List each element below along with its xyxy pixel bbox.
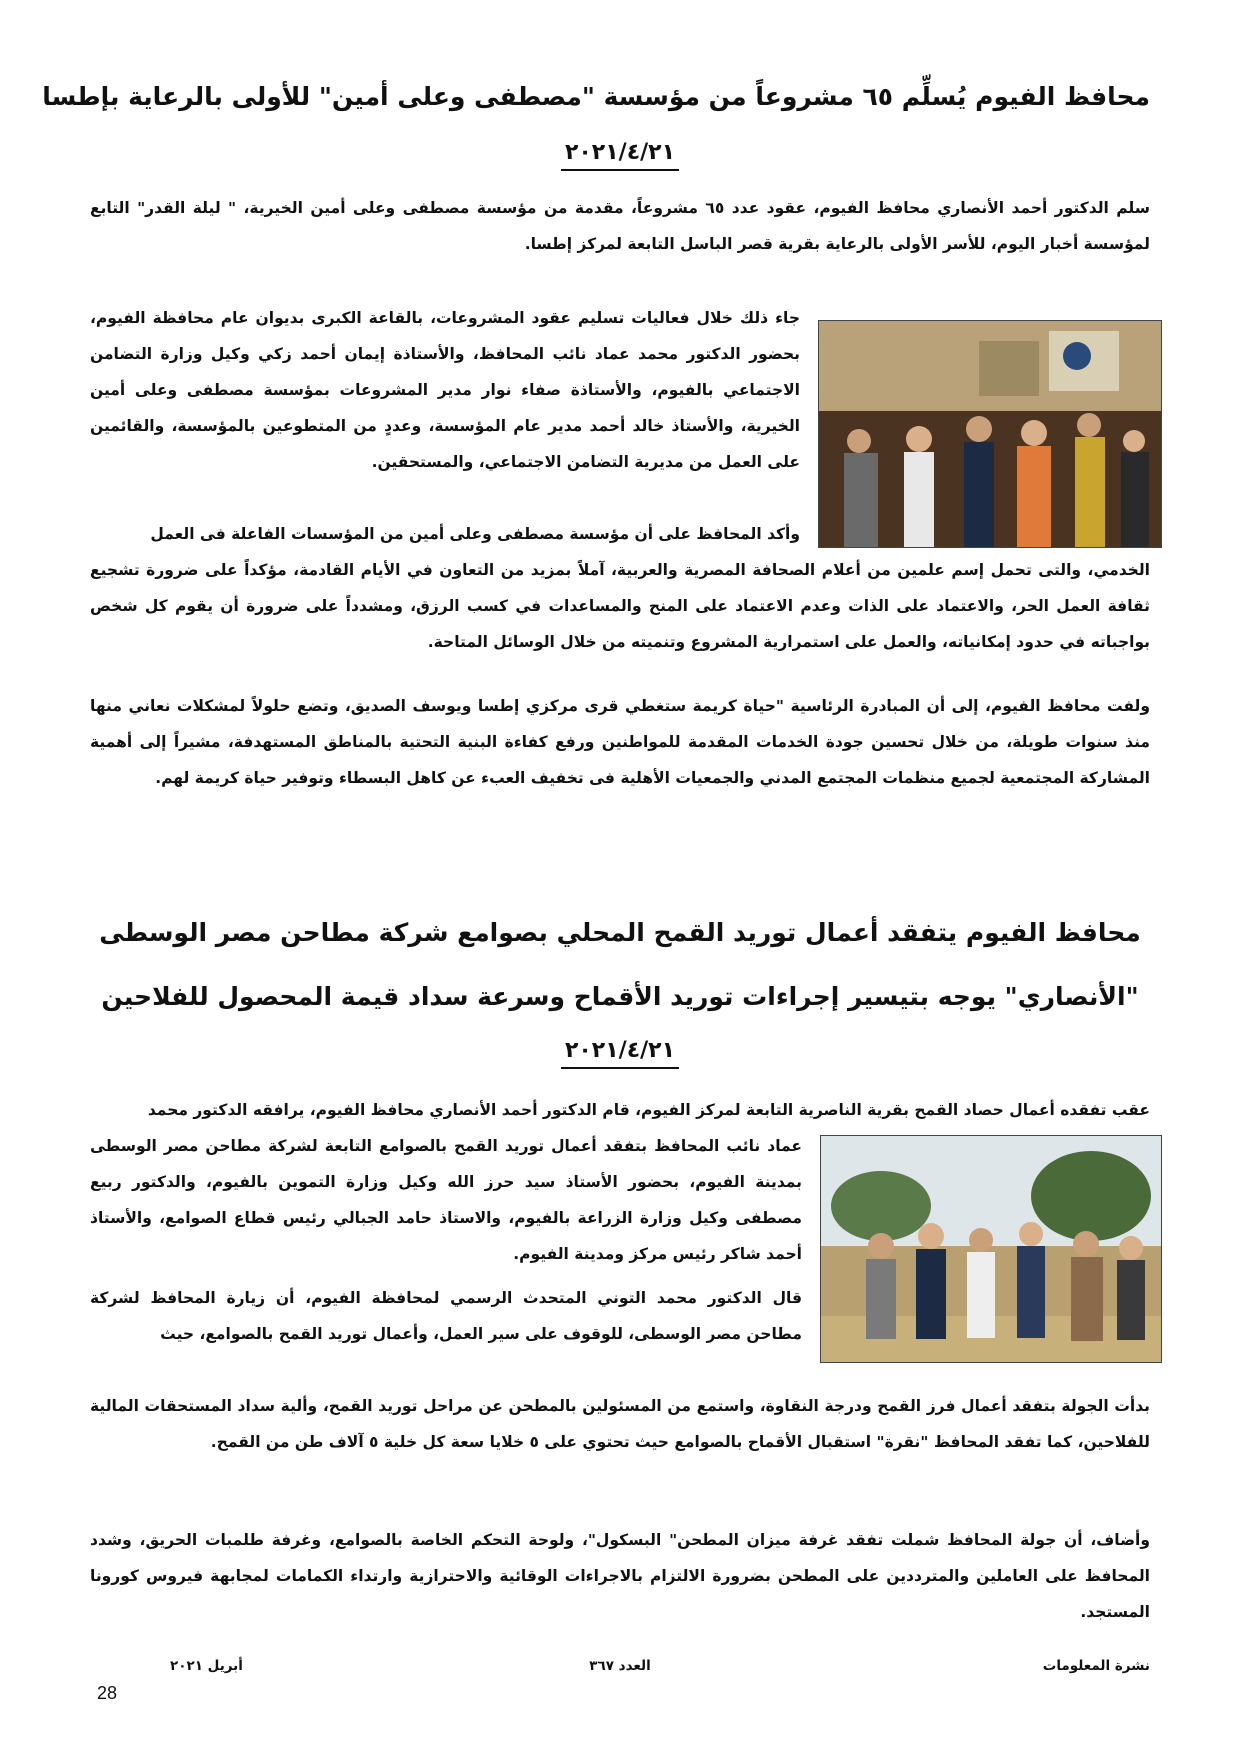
article2-title-line2: "الأنصاري" يوجه بتيسير إجراءات توريد الأقماح وسرعة سداد قيمة المحصول للفلاحين [101,982,1139,1011]
article2-paragraph-1b: عماد نائب المحافظ بتفقد أعمال توريد القمح بالصوامع التابعة لشركة مطاحن مصر الوسطى بمدينة الفيوم، بحضور الأستاذ سيد حرز الله وكيل وزارة التموين بالفيوم، والدكتور ربيع مصطفى وكيل وزارة الزراعة بالفيوم، والاستاذ حامد الجبالي رئيس قطاع الصوامع، والأستاذ أحمد شاكر رئيس مركز ومدينة الفيوم. [90,1137,802,1263]
footer-month: أبريل ٢٠٢١ [170,1658,243,1674]
article2-paragraph-2b: بدأت الجولة بتفقد أعمال فرز القمح ودرجة النقاوة، واستمع من المسئولين بالمطحن عن مراحل توريد القمح، وألية سداد المستحقات المالية للفلاحين، كما تفقد المحافظ "نقرة" استقبال الأقماح بالصوامع حيث تحتوي على ٥ خلايا سعة كل خلية ٥ آلاف طن من القمح. [90,1397,1150,1451]
footer-issue: العدد ٣٦٧ [589,1658,651,1674]
article1-paragraph-1: سلم الدكتور أحمد الأنصاري محافظ الفيوم، عقود عدد ٦٥ مشروعاً، مقدمة من مؤسسة مصطفى وعلى أمين الخيرية، " ليلة القدر" التابع لمؤسسة أخبار اليوم، للأسر الأولى بالرعاية بقرية قصر الباسل التابعة لمركز إطسا. [90,199,1150,253]
wheat-field-photo-icon [820,1135,1162,1363]
article2-paragraph-1a: عقب تفقده أعمال حصاد القمح بقرية الناصرية التابعة لمركز الفيوم، قام الدكتور أحمد الأنصاري محافظ الفيوم، يرافقه الدكتور محمد [147,1101,1150,1119]
meeting-photo-svg [819,321,1161,547]
article1-date [0,140,1240,171]
article1-paragraph-3a: وأكد المحافظ على أن مؤسسة مصطفى وعلى أمين من المؤسسات الفاعلة فى العمل [150,525,800,543]
article1-paragraph-2: جاء ذلك خلال فعاليات تسليم عقود المشروعات، بالقاعة الكبرى بديوان عام محافظة الفيوم، بحضور الدكتور محمد عماد نائب المحافظ، والأستاذة إيمان أحمد زكي وكيل وزارة التضامن الاجتماعي بالفيوم، والأستاذة صفاء نوار مدير المشروعات بمؤسسة مصطفى وعلى أمين الخيرية، والأستاذ خالد أحمد مدير عام المؤسسة، وعددٍ من المتطوعين بالمؤسسة، والقائمين على العمل من مديرية التضامن الاجتماعي، والمستحقين. [90,309,800,471]
wheat-field-photo-svg [821,1136,1161,1362]
article1-date-text: ٢٠٢١/٤/٢١ [561,140,679,171]
page-number: 28 [97,1683,118,1703]
article2-date-text: ٢٠٢١/٤/٢١ [561,1038,679,1069]
article2-title-line1: محافظ الفيوم يتفقد أعمال توريد القمح المحلي بصوامع شركة مطاحن مصر الوسطى [99,918,1141,947]
article1-title: محافظ الفيوم يُسلِّم ٦٥ مشروعاً من مؤسسة "مصطفى وعلى أمين" للأولى بالرعاية بإطسا [42,82,1150,111]
article1-paragraph-4: ولفت محافظ الفيوم، إلى أن المبادرة الرئاسية "حياة كريمة ستغطي قرى مركزي إطسا ويوسف الصديق، وتضع حلولاً لمشكلات نعاني منها منذ سنوات طويلة، من خلال تحسين جودة الخدمات المقدمة للمواطنين ورفع كفاءة البنية التحتية بالمناطق المستهدفة، مشيراً إلى أهمية المشاركة المجتمعية لجميع منظمات المجتمع المدني والجمعيات الأهلية فى تخفيف العبء عن كاهل البسطاء وتوفير حياة كريمة لهم. [90,697,1150,787]
article2-paragraph-3: وأضاف، أن جولة المحافظ شملت تفقد غرفة ميزان المطحن" البسكول"، ولوحة التحكم الخاصة بالصوامع، وغرفة طلمبات الحريق، وشدد المحافظ على العاملين والمترددين على المطحن بضرورة الالتزام بالاجراءات الوقائية والاحترازية وارتداء الكمامات لمجابهة فيروس كورونا المستجد. [90,1531,1150,1621]
article1-paragraph-3b: الخدمي، والتى تحمل إسم علمين من أعلام الصحافة المصرية والعربية، آملاً بمزيد من التعاون في الأيام القادمة، مؤكداً على ضرورة تشجيع ثقافة العمل الحر، والاعتماد على الذات وعدم الاعتماد على المنح والمساعدات في كسب الرزق، ومشدداً على ضرورة أن يقوم كل شخص بواجباته في حدود إمكانياته، والعمل على استمرارية المشروع وتنميته من خلال الوسائل المتاحة. [90,561,1150,651]
meeting-photo-icon [818,320,1162,548]
article2-paragraph-2a: قال الدكتور محمد التوني المتحدث الرسمي لمحافظة الفيوم، أن زيارة المحافظ لشركة مطاحن مصر الوسطى، للوقوف على سير العمل، وأعمال توريد القمح بالصوامع، حيث [90,1289,802,1343]
article2-date [0,1038,1240,1069]
footer-publication: نشرة المعلومات [1042,1658,1150,1674]
